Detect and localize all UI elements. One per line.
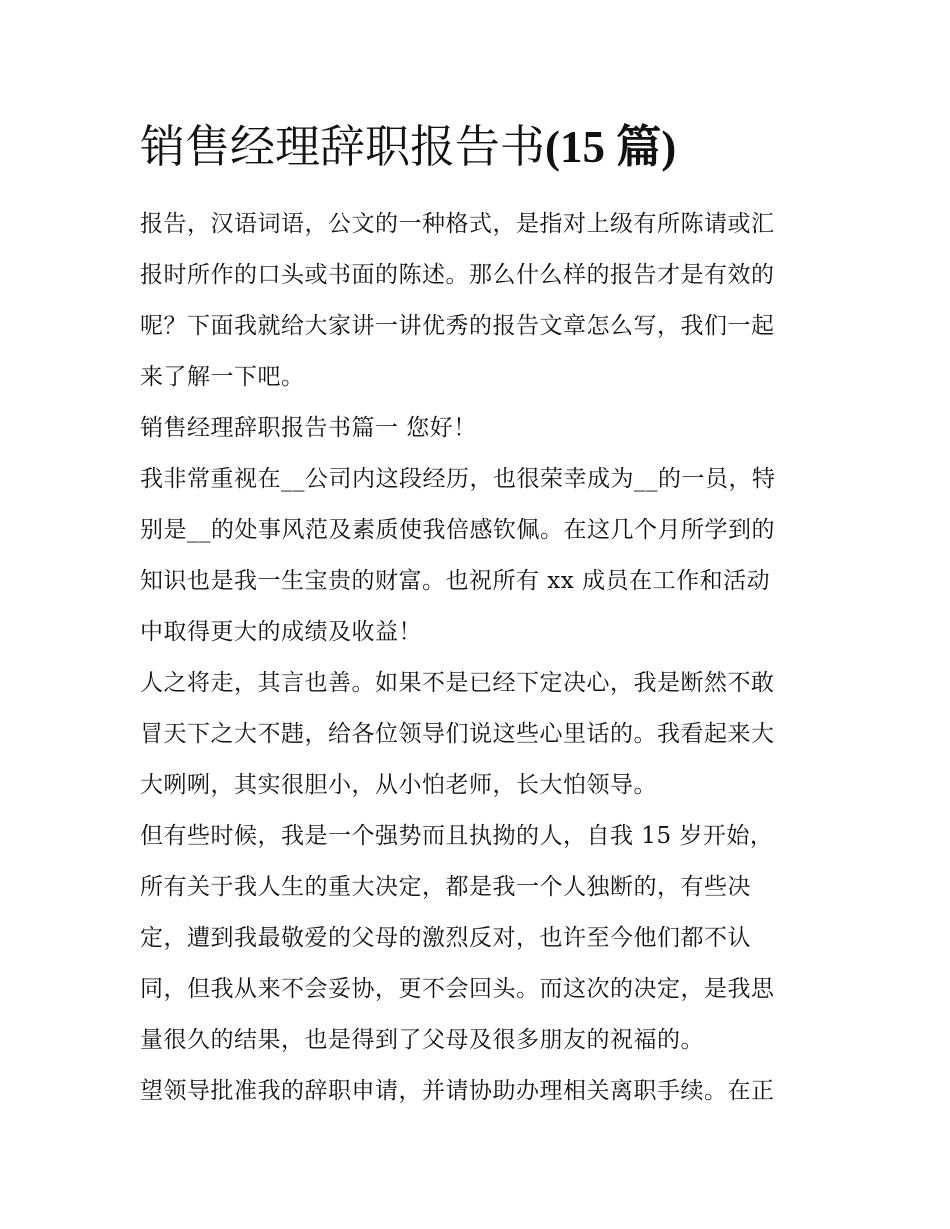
text-line: 大咧咧，其实很胆小，从小怕老师，长大怕领导。 [140, 772, 657, 798]
document-body [140, 112, 820, 1117]
text-line: 别是__的处事风范及素质使我倍感钦佩。在这几个月所学到的 [140, 517, 775, 543]
text-line: 冒天下之大不韪，给各位领导们说这些心里话的。我看起来大 [140, 721, 775, 747]
text-line: 报时所作的口头或书面的陈述。那么什么样的报告才是有效的 [140, 262, 775, 288]
text-line: 所有关于我人生的重大决定，都是我一个人独断的，有些决 [140, 874, 751, 900]
text-line: 但有些时候，我是一个强势而且执拗的人，自我 15 岁开始， [140, 823, 774, 849]
text-line: 量很久的结果，也是得到了父母及很多朋友的祝福的。 [140, 1027, 704, 1053]
title-main: 销售经理辞职报告书 [140, 120, 546, 173]
title-suffix: (15 篇) [545, 122, 677, 172]
text-line: 同，但我从来不会妥协，更不会回头。而这次的决定，是我思 [140, 976, 775, 1002]
section-heading: 销售经理辞职报告书篇一 您好！ [140, 415, 477, 441]
text-line: 来了解一下吧。 [140, 364, 305, 390]
document-title [140, 112, 820, 182]
text-line: 定，遭到我最敬爱的父母的激烈反对，也许至今他们都不认 [140, 925, 751, 951]
text-line: 人之将走，其言也善。如果不是已经下定决心，我是断然不敢 [140, 670, 775, 696]
text-line: 报告，汉语词语，公文的一种格式，是指对上级有所陈请或汇 [140, 211, 775, 237]
text-line: 望领导批准我的辞职申请，并请协助办理相关离职手续。在正 [140, 1078, 775, 1104]
text-line: 知识也是我一生宝贵的财富。也祝所有 xx 成员在工作和活动 [140, 568, 771, 594]
text-line: 中取得更大的成绩及收益！ [140, 619, 422, 645]
text-line: 呢？下面我就给大家讲一讲优秀的报告文章怎么写，我们一起 [140, 313, 775, 339]
document-text [140, 199, 820, 1117]
text-line: 我非常重视在__公司内这段经历，也很荣幸成为__的一员，特 [140, 466, 776, 492]
